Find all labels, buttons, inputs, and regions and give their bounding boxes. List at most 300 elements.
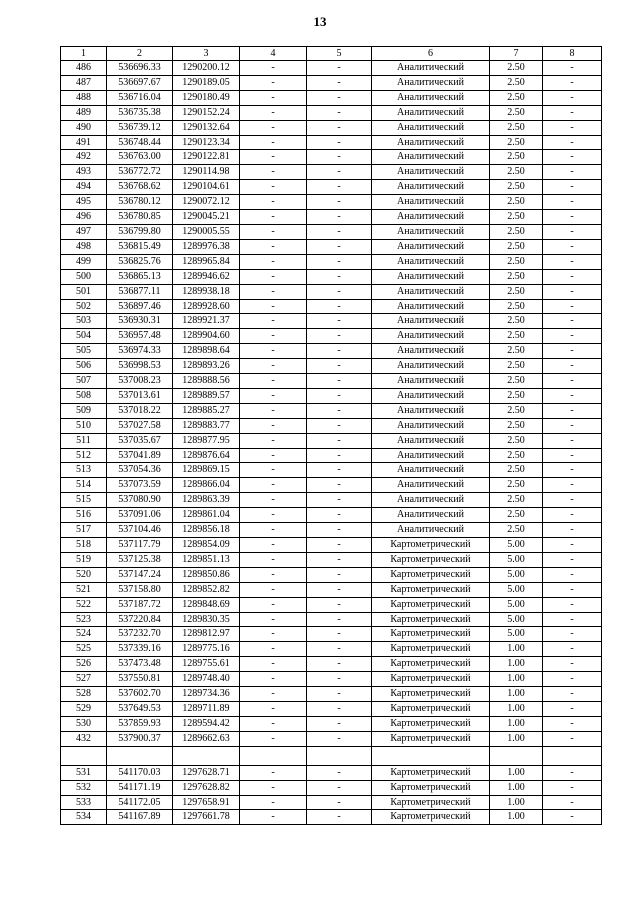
- empty-cell: [61, 746, 107, 765]
- table-cell: 532: [61, 780, 107, 795]
- table-cell: 1289852.82: [173, 582, 240, 597]
- table-cell: 537232.70: [107, 627, 173, 642]
- table-cell: -: [307, 672, 372, 687]
- table-cell: Картометрический: [372, 795, 490, 810]
- table-cell: 536799.80: [107, 224, 173, 239]
- table-row: [61, 567, 602, 582]
- table-row: [61, 314, 602, 329]
- table-cell: 536735.38: [107, 105, 173, 120]
- table-cell: 533: [61, 795, 107, 810]
- table-cell: 503: [61, 314, 107, 329]
- table-cell: 536768.62: [107, 180, 173, 195]
- table-cell: -: [240, 135, 307, 150]
- table-cell: -: [240, 418, 307, 433]
- table-cell: 537018.22: [107, 403, 173, 418]
- table-cell: 537859.93: [107, 716, 173, 731]
- table-cell: -: [240, 195, 307, 210]
- table-cell: -: [307, 567, 372, 582]
- table-cell: 1289885.27: [173, 403, 240, 418]
- table-cell: Аналитический: [372, 314, 490, 329]
- table-cell: 537473.48: [107, 657, 173, 672]
- table-body: [61, 61, 602, 825]
- column-header: 4: [240, 47, 307, 61]
- table-cell: -: [307, 284, 372, 299]
- empty-cell: [543, 746, 602, 765]
- table-cell: Аналитический: [372, 374, 490, 389]
- table-cell: Картометрический: [372, 582, 490, 597]
- table-cell: -: [543, 765, 602, 780]
- table-cell: 1290123.34: [173, 135, 240, 150]
- table-cell: 536974.33: [107, 344, 173, 359]
- table-cell: -: [543, 627, 602, 642]
- table-cell: -: [307, 508, 372, 523]
- table-cell: -: [307, 403, 372, 418]
- table-cell: Аналитический: [372, 388, 490, 403]
- table-cell: Аналитический: [372, 523, 490, 538]
- table-row: [61, 359, 602, 374]
- table-cell: Аналитический: [372, 418, 490, 433]
- table-cell: 2.50: [490, 120, 543, 135]
- table-cell: 1290200.12: [173, 61, 240, 76]
- table-cell: 537900.37: [107, 731, 173, 746]
- table-cell: -: [543, 780, 602, 795]
- table-cell: -: [543, 433, 602, 448]
- table-cell: -: [240, 716, 307, 731]
- table-row: [61, 538, 602, 553]
- table-cell: 1289594.42: [173, 716, 240, 731]
- table-cell: 491: [61, 135, 107, 150]
- table-cell: 536780.85: [107, 210, 173, 225]
- table-cell: 2.50: [490, 90, 543, 105]
- table-cell: -: [543, 612, 602, 627]
- column-header: 6: [372, 47, 490, 61]
- table-cell: 537054.36: [107, 463, 173, 478]
- table-cell: 508: [61, 388, 107, 403]
- table-cell: 2.50: [490, 508, 543, 523]
- table-cell: -: [240, 478, 307, 493]
- table-cell: -: [240, 523, 307, 538]
- table-cell: 1290180.49: [173, 90, 240, 105]
- table-cell: 1.00: [490, 657, 543, 672]
- table-cell: Аналитический: [372, 224, 490, 239]
- table-cell: Аналитический: [372, 61, 490, 76]
- table-cell: -: [240, 612, 307, 627]
- table-cell: -: [240, 627, 307, 642]
- table-row: [61, 582, 602, 597]
- table-row: [61, 254, 602, 269]
- table-cell: 2.50: [490, 239, 543, 254]
- table-row: [61, 523, 602, 538]
- table-cell: -: [543, 795, 602, 810]
- table-row: [61, 627, 602, 642]
- table-row: [61, 239, 602, 254]
- table-cell: -: [307, 90, 372, 105]
- table-cell: 536998.53: [107, 359, 173, 374]
- table-cell: 526: [61, 657, 107, 672]
- table-cell: -: [240, 150, 307, 165]
- table-cell: -: [543, 374, 602, 389]
- table-cell: -: [543, 299, 602, 314]
- table-cell: 5.00: [490, 552, 543, 567]
- table-cell: -: [543, 701, 602, 716]
- table-cell: 2.50: [490, 344, 543, 359]
- table-cell: 529: [61, 701, 107, 716]
- table-cell: -: [240, 765, 307, 780]
- table-row: [61, 657, 602, 672]
- table-cell: 518: [61, 538, 107, 553]
- table-cell: -: [543, 403, 602, 418]
- table-row: [61, 120, 602, 135]
- table-cell: -: [307, 448, 372, 463]
- table-cell: -: [307, 105, 372, 120]
- table-cell: -: [240, 269, 307, 284]
- table-cell: -: [307, 299, 372, 314]
- table-cell: 1289921.37: [173, 314, 240, 329]
- table-cell: 537013.61: [107, 388, 173, 403]
- table-cell: 1290045.21: [173, 210, 240, 225]
- table-row: [61, 403, 602, 418]
- table-cell: 501: [61, 284, 107, 299]
- table-cell: Картометрический: [372, 716, 490, 731]
- table-cell: -: [543, 359, 602, 374]
- table-cell: 497: [61, 224, 107, 239]
- table-cell: 537041.89: [107, 448, 173, 463]
- table-cell: -: [240, 463, 307, 478]
- column-header: 2: [107, 47, 173, 61]
- table-cell: 537550.81: [107, 672, 173, 687]
- table-cell: 531: [61, 765, 107, 780]
- table-row: [61, 687, 602, 702]
- table-cell: 522: [61, 597, 107, 612]
- table-cell: 1297628.71: [173, 765, 240, 780]
- table-cell: -: [240, 61, 307, 76]
- table-cell: 2.50: [490, 418, 543, 433]
- table-cell: -: [307, 523, 372, 538]
- table-cell: 2.50: [490, 135, 543, 150]
- table-cell: 537158.80: [107, 582, 173, 597]
- table-cell: -: [543, 567, 602, 582]
- table-cell: Картометрический: [372, 672, 490, 687]
- table-cell: 488: [61, 90, 107, 105]
- table-cell: 1289877.95: [173, 433, 240, 448]
- table-cell: 5.00: [490, 538, 543, 553]
- table-cell: 1289734.36: [173, 687, 240, 702]
- table-cell: 2.50: [490, 195, 543, 210]
- table-cell: 1290122.81: [173, 150, 240, 165]
- page-number: 13: [313, 14, 327, 29]
- table-cell: -: [543, 180, 602, 195]
- table-cell: 536897.46: [107, 299, 173, 314]
- table-cell: 486: [61, 61, 107, 76]
- table-cell: 1.00: [490, 795, 543, 810]
- table-cell: 537339.16: [107, 642, 173, 657]
- table-cell: -: [307, 314, 372, 329]
- table-row: [61, 418, 602, 433]
- table-cell: 1289662.63: [173, 731, 240, 746]
- table-cell: 511: [61, 433, 107, 448]
- table-cell: -: [543, 657, 602, 672]
- table-cell: 528: [61, 687, 107, 702]
- table-cell: -: [543, 716, 602, 731]
- table-cell: -: [240, 254, 307, 269]
- table-cell: -: [240, 582, 307, 597]
- table-cell: 509: [61, 403, 107, 418]
- table-cell: -: [240, 731, 307, 746]
- table-cell: 2.50: [490, 403, 543, 418]
- table-cell: -: [543, 463, 602, 478]
- table-row: [61, 224, 602, 239]
- table-cell: 1289938.18: [173, 284, 240, 299]
- table-cell: -: [543, 195, 602, 210]
- table-cell: -: [307, 795, 372, 810]
- table-cell: 2.50: [490, 105, 543, 120]
- table-cell: -: [543, 478, 602, 493]
- table-cell: Аналитический: [372, 299, 490, 314]
- table-cell: -: [240, 701, 307, 716]
- table-spacer-row: [61, 746, 602, 765]
- table-cell: 514: [61, 478, 107, 493]
- table-cell: -: [543, 493, 602, 508]
- table-row: [61, 493, 602, 508]
- table-row: [61, 612, 602, 627]
- table-cell: Аналитический: [372, 105, 490, 120]
- table-cell: -: [307, 538, 372, 553]
- table-cell: -: [307, 687, 372, 702]
- table-cell: -: [307, 239, 372, 254]
- table-cell: 496: [61, 210, 107, 225]
- table-row: [61, 269, 602, 284]
- table-cell: -: [543, 731, 602, 746]
- table-cell: -: [240, 359, 307, 374]
- table-cell: -: [240, 90, 307, 105]
- table-cell: 537187.72: [107, 597, 173, 612]
- table-cell: 536748.44: [107, 135, 173, 150]
- table-cell: 1290072.12: [173, 195, 240, 210]
- table-cell: 5.00: [490, 597, 543, 612]
- column-header: 3: [173, 47, 240, 61]
- table-cell: 2.50: [490, 523, 543, 538]
- table-cell: -: [543, 75, 602, 90]
- table-row: [61, 642, 602, 657]
- table-cell: -: [240, 224, 307, 239]
- table-cell: 536825.76: [107, 254, 173, 269]
- table-cell: 537147.24: [107, 567, 173, 582]
- table-cell: 536930.31: [107, 314, 173, 329]
- table-cell: 1289889.57: [173, 388, 240, 403]
- table-cell: -: [307, 135, 372, 150]
- table-cell: 1290132.64: [173, 120, 240, 135]
- table-row: [61, 195, 602, 210]
- table-cell: -: [240, 567, 307, 582]
- table-cell: -: [240, 433, 307, 448]
- table-cell: -: [543, 388, 602, 403]
- table-cell: Аналитический: [372, 165, 490, 180]
- table-cell: Картометрический: [372, 701, 490, 716]
- table-cell: -: [543, 61, 602, 76]
- table-cell: 1289848.69: [173, 597, 240, 612]
- table-cell: -: [240, 344, 307, 359]
- table-cell: Аналитический: [372, 403, 490, 418]
- table-cell: 534: [61, 810, 107, 825]
- table-cell: Аналитический: [372, 254, 490, 269]
- table-cell: 1289866.04: [173, 478, 240, 493]
- table-cell: -: [240, 508, 307, 523]
- table-cell: -: [240, 552, 307, 567]
- table-cell: 1289851.13: [173, 552, 240, 567]
- table-cell: Картометрический: [372, 810, 490, 825]
- table-cell: 536696.33: [107, 61, 173, 76]
- table-cell: -: [307, 552, 372, 567]
- table-cell: 510: [61, 418, 107, 433]
- table-cell: -: [307, 269, 372, 284]
- table-cell: 1.00: [490, 810, 543, 825]
- table-cell: 2.50: [490, 75, 543, 90]
- table-cell: Аналитический: [372, 448, 490, 463]
- table-cell: 487: [61, 75, 107, 90]
- table-cell: -: [307, 463, 372, 478]
- table-cell: -: [543, 582, 602, 597]
- table-cell: 519: [61, 552, 107, 567]
- table-row: [61, 165, 602, 180]
- table-cell: Аналитический: [372, 433, 490, 448]
- table-cell: -: [307, 597, 372, 612]
- table-cell: 492: [61, 150, 107, 165]
- table-cell: -: [543, 523, 602, 538]
- table-cell: 1289869.15: [173, 463, 240, 478]
- table-cell: -: [543, 90, 602, 105]
- table-cell: 1289755.61: [173, 657, 240, 672]
- table-cell: -: [240, 329, 307, 344]
- table-cell: Аналитический: [372, 493, 490, 508]
- table-cell: 536780.12: [107, 195, 173, 210]
- table-row: [61, 795, 602, 810]
- table-cell: -: [240, 388, 307, 403]
- table-cell: -: [307, 374, 372, 389]
- table-cell: 2.50: [490, 463, 543, 478]
- table-cell: 2.50: [490, 269, 543, 284]
- table-cell: -: [307, 701, 372, 716]
- empty-cell: [490, 746, 543, 765]
- table-cell: -: [543, 687, 602, 702]
- table-row: [61, 701, 602, 716]
- table-cell: -: [543, 448, 602, 463]
- table-cell: Аналитический: [372, 180, 490, 195]
- table-cell: Аналитический: [372, 195, 490, 210]
- table-cell: 1290005.55: [173, 224, 240, 239]
- table-cell: 537008.23: [107, 374, 173, 389]
- table-cell: 2.50: [490, 493, 543, 508]
- table-cell: -: [307, 359, 372, 374]
- table-row: [61, 210, 602, 225]
- table-cell: Картометрический: [372, 687, 490, 702]
- table-cell: Аналитический: [372, 284, 490, 299]
- table-cell: Аналитический: [372, 210, 490, 225]
- table-cell: -: [307, 433, 372, 448]
- table-cell: -: [240, 538, 307, 553]
- table-cell: Картометрический: [372, 765, 490, 780]
- table-cell: -: [543, 642, 602, 657]
- table-cell: -: [307, 195, 372, 210]
- table-cell: Аналитический: [372, 269, 490, 284]
- table-cell: 499: [61, 254, 107, 269]
- table-cell: Аналитический: [372, 120, 490, 135]
- table-cell: 521: [61, 582, 107, 597]
- table-cell: 1289893.26: [173, 359, 240, 374]
- table-cell: -: [307, 254, 372, 269]
- table-cell: Аналитический: [372, 135, 490, 150]
- table-cell: 1.00: [490, 672, 543, 687]
- table-cell: 498: [61, 239, 107, 254]
- table-cell: 536957.48: [107, 329, 173, 344]
- table-cell: -: [240, 657, 307, 672]
- table-cell: 2.50: [490, 61, 543, 76]
- table-cell: 536865.13: [107, 269, 173, 284]
- empty-cell: [240, 746, 307, 765]
- table-cell: -: [543, 254, 602, 269]
- table-cell: 537220.84: [107, 612, 173, 627]
- table-cell: -: [543, 314, 602, 329]
- table-cell: Картометрический: [372, 642, 490, 657]
- header-row: [61, 47, 602, 61]
- table-cell: 502: [61, 299, 107, 314]
- table-cell: Картометрический: [372, 597, 490, 612]
- column-header: 7: [490, 47, 543, 61]
- table-cell: 5.00: [490, 627, 543, 642]
- table-row: [61, 150, 602, 165]
- table-cell: 536697.67: [107, 75, 173, 90]
- table-cell: 527: [61, 672, 107, 687]
- coordinates-table: [60, 46, 602, 825]
- table-cell: -: [543, 269, 602, 284]
- table-cell: -: [240, 165, 307, 180]
- table-cell: 1289711.89: [173, 701, 240, 716]
- table-cell: -: [307, 75, 372, 90]
- table-cell: 2.50: [490, 224, 543, 239]
- table-cell: 1297661.78: [173, 810, 240, 825]
- table-cell: -: [543, 597, 602, 612]
- table-cell: Картометрический: [372, 731, 490, 746]
- table-cell: -: [240, 239, 307, 254]
- table-cell: 1289856.18: [173, 523, 240, 538]
- table-cell: 494: [61, 180, 107, 195]
- table-cell: 516: [61, 508, 107, 523]
- table-cell: 537117.79: [107, 538, 173, 553]
- table-cell: 507: [61, 374, 107, 389]
- table-row: [61, 433, 602, 448]
- table-cell: -: [543, 672, 602, 687]
- table-cell: Аналитический: [372, 90, 490, 105]
- table-cell: 1297658.91: [173, 795, 240, 810]
- table-cell: Аналитический: [372, 239, 490, 254]
- table-row: [61, 765, 602, 780]
- table-cell: -: [240, 642, 307, 657]
- table-cell: 2.50: [490, 448, 543, 463]
- table-cell: -: [240, 120, 307, 135]
- table-cell: -: [543, 552, 602, 567]
- table-row: [61, 180, 602, 195]
- table-cell: 536877.11: [107, 284, 173, 299]
- table-row: [61, 90, 602, 105]
- table-cell: 2.50: [490, 478, 543, 493]
- table-cell: 2.50: [490, 210, 543, 225]
- table-cell: 1289888.56: [173, 374, 240, 389]
- table-cell: -: [307, 731, 372, 746]
- table-cell: -: [240, 795, 307, 810]
- table-cell: -: [240, 810, 307, 825]
- table-cell: 432: [61, 731, 107, 746]
- table-cell: 2.50: [490, 284, 543, 299]
- table-cell: 536763.00: [107, 150, 173, 165]
